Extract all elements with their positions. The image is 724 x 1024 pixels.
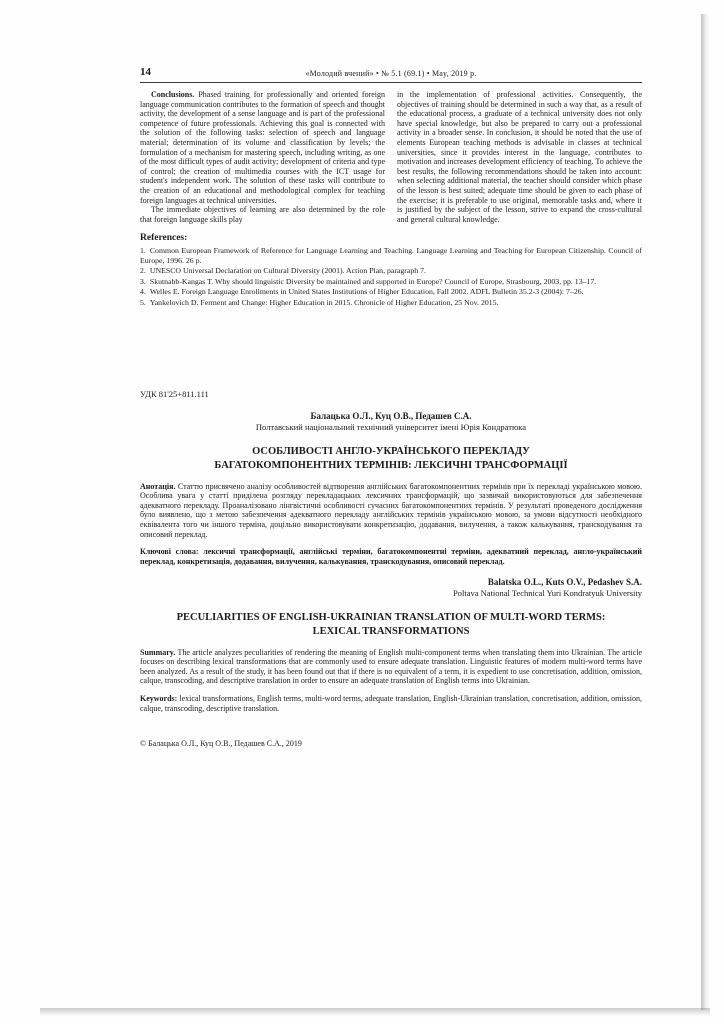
running-header (140, 66, 642, 83)
keywords-ua (140, 547, 642, 566)
page-number: 14 (140, 66, 151, 78)
keywords-en-text: lexical transformations, English terms, multi-word terms, adequate translation, English-Ukrainian translation, concretisation, addition, omission, calque, transcoding, descriptive translation. (140, 694, 642, 713)
reference-number: 3. (140, 276, 146, 286)
keywords-en (140, 694, 642, 713)
article-title-en: PECULIARITIES OF ENGLISH-UKRAINIAN TRANSLATION OF MULTI-WORD TERMS: LEXICAL TRANSFORMATIONS (176, 612, 606, 637)
summary-label: Summary. (140, 647, 176, 657)
reference-text: Skutnabb-Kangas T. Why should linguistic Diversity be maintained and supported in Europe? Council of Europe, Strasbourg, 2003, pp. 13–17. (149, 276, 597, 286)
references-list (140, 246, 642, 307)
reference-text: Welles E. Foreign Language Enrollments in United States Institutions of Higher Education, Fall 2002. ADFL Bulletin 35.2-3 (2004): 7–26. (149, 287, 584, 297)
reference-item (140, 246, 642, 265)
keywords-en-label: Keywords: (140, 694, 178, 703)
reference-text: UNESCO Universal Declaration on Cultural Diversity (2001). Action Plan, paragraph 7. (149, 266, 426, 276)
summary-en (140, 648, 642, 686)
reference-number: 1. (140, 246, 146, 256)
affiliation-en: Poltava National Technical Yuri Kondratyuk University (453, 588, 642, 599)
conclusions-paragraph-2: The immediate objectives of learning are also determined by the role that foreign language skills play (140, 205, 385, 224)
reference-text: Yankelovich D. Ferment and Change: Higher Education in 2015. Chronicle of Higher Education, 25 Nov. 2015. (149, 297, 499, 307)
reference-text: Common European Framework of Reference for Language Learning and Teaching. Language Learning and Teaching for European Citizenship. Council of Europe, 1996. 26 p. (140, 246, 642, 265)
affiliation-ua: Полтавський національний технічний університет імені Юрія Кондратюка (255, 422, 527, 433)
reference-item (140, 298, 642, 308)
copyright-line: © Балацька О.Л., Куц О.В., Педашев С.А., 2019 (140, 739, 302, 749)
right-column (397, 90, 642, 224)
journal-title-line: «Молодий вчений» • № 5.1 (69.1) • May, 2019 р. (305, 69, 477, 78)
conclusions-paragraph-1-text: Phased training for professionally and oriented foreign language communication contributes to the formation of speech and thought activity, the development of a sense language and is part of the professional competence of future professionals. Achieving this goal is connected with the solution of the following tasks: selection of speech and language material; determination of its volume and classification by levels; the formulation of a mechanism for mastering speech, including writing, as one of the most difficult types of audit activity; development of criteria and type of control; the creation of multimedia courses with the ICT usage for student's independent work. The solution of these tasks will contribute to the creation of an educational and methodological complex for teaching foreign languages at technical universities. (140, 90, 386, 205)
reference-item (140, 277, 642, 287)
reference-number: 2. (140, 266, 146, 276)
reference-number: 5. (140, 297, 146, 307)
reference-item (140, 287, 642, 297)
references-heading: References: (140, 233, 188, 244)
page-content (140, 66, 642, 748)
article-title-ua: ОСОБЛИВОСТІ АНГЛО-УКРАЇНСЬКОГО ПЕРЕКЛАДУ БАГАТОКОМПОНЕНТНИХ ТЕРМІНІВ: ЛЕКСИЧНІ ТРАНСФОРМАЦІЇ (214, 446, 568, 471)
abstract-text: Статтю присвячено аналізу особливостей відтворення англійських багатокомпонентних термінів при їх перекладі українською мовою. Особлива увага у статті приділена розгляду перекладацьких лексичних трансформацій, що зазвичай використовуються для забезпечення адекватного перекладу. Проаналізовано лінгвістичні особливості сучасних багатокомпонентних термінів. У результаті проведеного дослідження було виявлено, що з метою забезпечення адекватного перекладу англійських термінів українською мовою, за умови відсутності необхідного еквівалента того чи іншого терміна, доцільно використовувати конкретизацію, додавання, вилучення, а також калькування, транскодування та описовий переклад. (140, 481, 643, 539)
page-edge-shadow-right (701, 14, 710, 1010)
conclusions-columns (140, 90, 642, 224)
summary-text: The article analyzes peculiarities of rendering the meaning of English multi-component terms when translating them into Ukrainian. The article focuses on describing lexical transformations that are commonly used to ensure adequate translation. Linguistic features of modern multi-word terms have been analyzed. As a result of the study, it has been found out that if there is no equivalent of a term, it is expedient to use concretisation, addition, omission, calque, transcoding, and descriptive translation in order to ensure an adequate translation of English terms into Ukrainian. (140, 647, 642, 686)
authors-ua: Балацька О.Л., Куц О.В., Педашев С.А. (310, 411, 472, 422)
left-column (140, 90, 385, 224)
authors-en: Balatska O.L., Kuts O.V., Pedashev S.A. (487, 577, 642, 588)
keywords-ua-text: лексичні трансформації, англійські терміни, багатокомпонентні терміни, адекватний переклад, англо-український переклад, конкретизація, додавання, вилучення, калькування, транскодування, описовий переклад. (140, 547, 642, 566)
reference-number: 4. (140, 287, 146, 297)
conclusions-right-paragraph: in the implementation of professional activities. Consequently, the objectives of training should be determined in such a way that, as a result of the educational process, a graduate of a technical university does not only have special knowledge, but also be prepared to carry out a professional activity in a broader sense. In conclusion, it should be noted that the use of elements European teaching methods is advisable in classes at technical universities, since it provides interest in the language, contributes to motivation and increases development efficiency of teaching. To achieve the best results, the following recommendations should be taken into account: when selecting additional material, the teacher should consider which phase of the lesson is best suited; adequate time should be given to each phase of the exercise; it is preferable to use original, memorable tasks and, where it is justified by the subject of the lesson, strive to expand the cross-cultural and general cultural knowledge. (397, 90, 642, 224)
page-edge-shadow-bottom (40, 1008, 710, 1016)
keywords-ua-label: Ключові слова: (140, 547, 199, 557)
conclusions-lead: Conclusions. (151, 90, 195, 99)
udc-code: УДК 81'25+811.111 (140, 389, 209, 400)
reference-item (140, 266, 642, 276)
abstract-label: Анотація. (140, 481, 176, 491)
abstract-ua (140, 482, 642, 540)
conclusions-paragraph-1 (140, 90, 385, 205)
